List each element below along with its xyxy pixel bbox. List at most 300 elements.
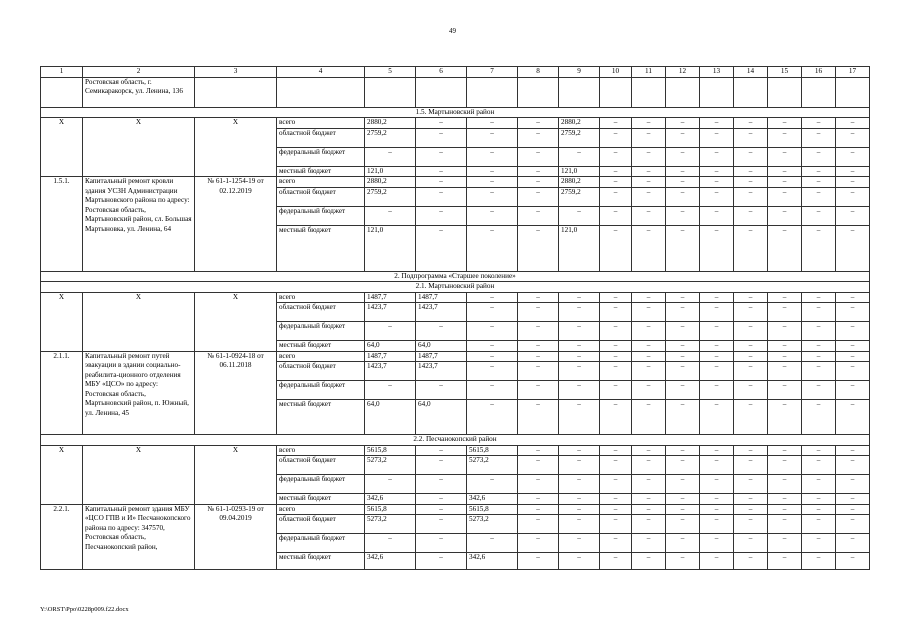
carryover-c17 [836, 77, 870, 107]
value-cell: 2880,2 [365, 177, 416, 188]
value-cell: – [632, 515, 666, 534]
value-cell: – [632, 166, 666, 177]
value-cell: – [518, 166, 559, 177]
value-cell: – [734, 225, 768, 271]
value-cell: – [802, 475, 836, 494]
carryover-c5 [365, 77, 416, 107]
column-header: 6 [416, 67, 467, 78]
value-cell: – [768, 515, 802, 534]
value-cell: – [416, 166, 467, 177]
value-cell: – [600, 445, 632, 456]
funding-source: областной бюджет [277, 515, 365, 534]
value-cell: – [416, 381, 467, 400]
value-cell: – [768, 303, 802, 322]
value-cell: – [700, 177, 734, 188]
value-cell: – [365, 381, 416, 400]
value-cell: 5615,8 [467, 445, 518, 456]
footer-file-path: Y:\ORST\Ppo\0228p009.f22.docx [40, 606, 129, 613]
value-cell: – [416, 515, 467, 534]
value-cell: 342,6 [467, 494, 518, 505]
value-cell: – [768, 166, 802, 177]
section-heading: 1.5. Мартыновский район [41, 107, 870, 118]
value-cell: – [836, 147, 870, 166]
value-cell: – [836, 303, 870, 322]
value-cell: – [632, 177, 666, 188]
funding-source: местный бюджет [277, 494, 365, 505]
value-cell: – [600, 206, 632, 225]
value-cell: – [559, 456, 600, 475]
value-cell: 2880,2 [559, 177, 600, 188]
value-cell: – [416, 322, 467, 341]
value-cell: – [365, 475, 416, 494]
value-cell: – [734, 322, 768, 341]
funding-source: всего [277, 351, 365, 362]
value-cell: – [836, 381, 870, 400]
funding-source: федеральный бюджет [277, 322, 365, 341]
item-document: № 61-1-0924-18 от 06.11.2018 [195, 351, 277, 435]
value-cell: – [600, 292, 632, 303]
value-cell: – [734, 445, 768, 456]
value-cell: – [518, 494, 559, 505]
funding-source: всего [277, 504, 365, 515]
value-cell: – [467, 322, 518, 341]
value-cell: – [666, 128, 700, 147]
value-cell: 1487,7 [416, 292, 467, 303]
value-cell: – [600, 456, 632, 475]
section-heading-row [41, 107, 870, 118]
value-cell: – [559, 303, 600, 322]
value-cell: – [416, 225, 467, 271]
value-cell: 5273,2 [365, 515, 416, 534]
value-cell: – [416, 206, 467, 225]
column-header: 5 [365, 67, 416, 78]
value-cell: 342,6 [365, 494, 416, 505]
carryover-c13 [700, 77, 734, 107]
value-cell: – [632, 225, 666, 271]
item-number: 1.5.1. [41, 177, 83, 272]
value-cell: – [600, 534, 632, 553]
value-cell: – [467, 534, 518, 553]
value-cell: – [518, 322, 559, 341]
value-cell: – [836, 341, 870, 352]
carryover-c10 [600, 77, 632, 107]
funding-source: всего [277, 292, 365, 303]
value-cell: – [734, 494, 768, 505]
value-cell: – [518, 381, 559, 400]
item-number: 2.1.1. [41, 351, 83, 435]
value-cell: – [666, 504, 700, 515]
value-cell: – [802, 445, 836, 456]
value-cell: 5615,8 [365, 504, 416, 515]
value-cell: 2880,2 [365, 118, 416, 129]
value-cell: – [416, 475, 467, 494]
value-cell: – [768, 187, 802, 206]
page-number: 49 [449, 27, 456, 35]
value-cell: – [836, 362, 870, 381]
value-cell: – [666, 553, 700, 570]
value-cell: – [632, 206, 666, 225]
value-cell: 2880,2 [559, 118, 600, 129]
carryover-c14 [734, 77, 768, 107]
value-cell: – [467, 303, 518, 322]
value-cell: – [700, 206, 734, 225]
value-cell: – [666, 303, 700, 322]
column-header: 4 [277, 67, 365, 78]
value-cell: – [559, 534, 600, 553]
column-header: 10 [600, 67, 632, 78]
value-cell: – [559, 515, 600, 534]
value-cell: – [467, 381, 518, 400]
value-cell: 2759,2 [559, 187, 600, 206]
value-cell: – [467, 292, 518, 303]
value-cell: – [600, 118, 632, 129]
value-cell: – [559, 147, 600, 166]
value-cell: – [416, 187, 467, 206]
value-cell: – [666, 147, 700, 166]
value-cell: 1423,7 [365, 303, 416, 322]
value-cell: – [416, 456, 467, 475]
carryover-c1 [41, 77, 83, 107]
value-cell: – [768, 206, 802, 225]
value-cell: – [734, 303, 768, 322]
value-cell: – [632, 303, 666, 322]
value-cell: – [467, 147, 518, 166]
value-cell: 2759,2 [559, 128, 600, 147]
item-number: Х [41, 118, 83, 177]
value-cell: – [416, 534, 467, 553]
value-cell: – [518, 147, 559, 166]
funding-source: федеральный бюджет [277, 534, 365, 553]
value-cell: – [666, 534, 700, 553]
value-cell: – [467, 206, 518, 225]
column-header-row [41, 67, 870, 78]
column-header: 1 [41, 67, 83, 78]
value-cell: – [600, 400, 632, 435]
item-document: Х [195, 118, 277, 177]
value-cell: – [836, 534, 870, 553]
value-cell: – [632, 381, 666, 400]
column-header: 12 [666, 67, 700, 78]
value-cell: – [559, 553, 600, 570]
value-cell: – [632, 187, 666, 206]
value-cell: – [836, 322, 870, 341]
value-cell: – [836, 494, 870, 505]
value-cell: – [632, 322, 666, 341]
value-cell: – [518, 225, 559, 271]
value-cell: 1423,7 [416, 362, 467, 381]
value-cell: – [768, 534, 802, 553]
column-header: 11 [632, 67, 666, 78]
value-cell: 1487,7 [365, 292, 416, 303]
value-cell: – [734, 187, 768, 206]
value-cell: – [836, 553, 870, 570]
value-cell: – [559, 322, 600, 341]
value-cell: – [768, 118, 802, 129]
value-cell: – [734, 206, 768, 225]
section-heading: 2.1. Мартыновский район [41, 282, 870, 293]
value-cell: – [416, 553, 467, 570]
value-cell: – [632, 504, 666, 515]
value-cell: 342,6 [365, 553, 416, 570]
value-cell: – [467, 187, 518, 206]
value-cell: 2759,2 [365, 128, 416, 147]
carryover-c4 [277, 77, 365, 107]
value-cell: 64,0 [365, 400, 416, 435]
value-cell: – [700, 504, 734, 515]
column-header: 7 [467, 67, 518, 78]
table-row [41, 118, 870, 129]
value-cell: – [632, 118, 666, 129]
value-cell: 64,0 [365, 341, 416, 352]
value-cell: 1423,7 [416, 303, 467, 322]
value-cell: – [836, 475, 870, 494]
value-cell: 121,0 [365, 225, 416, 271]
value-cell: – [467, 351, 518, 362]
value-cell: – [600, 351, 632, 362]
item-description: Х [83, 118, 195, 177]
value-cell: – [734, 456, 768, 475]
value-cell: – [768, 351, 802, 362]
value-cell: – [700, 445, 734, 456]
value-cell: – [666, 292, 700, 303]
value-cell: – [467, 341, 518, 352]
value-cell: – [600, 322, 632, 341]
value-cell: – [467, 475, 518, 494]
value-cell: 121,0 [559, 225, 600, 271]
value-cell: – [467, 177, 518, 188]
value-cell: – [666, 362, 700, 381]
column-header: 17 [836, 67, 870, 78]
value-cell: – [467, 166, 518, 177]
carryover-c16 [802, 77, 836, 107]
column-header: 9 [559, 67, 600, 78]
carryover-c12 [666, 77, 700, 107]
value-cell: – [768, 225, 802, 271]
value-cell: – [518, 475, 559, 494]
value-cell: – [416, 445, 467, 456]
table-row [41, 292, 870, 303]
column-header: 13 [700, 67, 734, 78]
value-cell: – [600, 362, 632, 381]
value-cell: – [768, 362, 802, 381]
value-cell: – [559, 494, 600, 505]
value-cell: – [700, 303, 734, 322]
value-cell: – [559, 292, 600, 303]
value-cell: – [734, 177, 768, 188]
value-cell: – [734, 118, 768, 129]
item-description: Капитальный ремонт кровли здания УСЗН Администрации Мартыновского района по адресу: Ростовская область, Мартыновский район, сл. Большая Мартыновка, ул. Ленина, 64 [83, 177, 195, 272]
value-cell: – [518, 362, 559, 381]
value-cell: – [416, 147, 467, 166]
column-header: 15 [768, 67, 802, 78]
value-cell: – [802, 177, 836, 188]
item-description: Х [83, 292, 195, 351]
value-cell: – [700, 553, 734, 570]
value-cell: – [365, 206, 416, 225]
value-cell: – [734, 400, 768, 435]
value-cell: – [600, 381, 632, 400]
value-cell: – [836, 187, 870, 206]
value-cell: 64,0 [416, 341, 467, 352]
carryover-c3 [195, 77, 277, 107]
item-number: Х [41, 445, 83, 504]
funding-source: областной бюджет [277, 128, 365, 147]
value-cell: – [700, 456, 734, 475]
value-cell: – [734, 351, 768, 362]
funding-source: федеральный бюджет [277, 206, 365, 225]
value-cell: – [632, 534, 666, 553]
value-cell: – [518, 445, 559, 456]
value-cell: 5273,2 [467, 456, 518, 475]
value-cell: – [836, 456, 870, 475]
funding-source: местный бюджет [277, 553, 365, 570]
funding-source: местный бюджет [277, 225, 365, 271]
value-cell: – [802, 206, 836, 225]
value-cell: – [416, 118, 467, 129]
value-cell: – [768, 381, 802, 400]
value-cell: – [632, 362, 666, 381]
funding-source: областной бюджет [277, 187, 365, 206]
value-cell: – [836, 177, 870, 188]
funding-source: областной бюджет [277, 456, 365, 475]
value-cell: – [600, 187, 632, 206]
value-cell: – [700, 225, 734, 271]
funding-source: всего [277, 177, 365, 188]
table-row [41, 445, 870, 456]
section-heading-row [41, 271, 870, 282]
column-header: 14 [734, 67, 768, 78]
value-cell: – [768, 128, 802, 147]
value-cell: – [734, 381, 768, 400]
value-cell: – [559, 400, 600, 435]
value-cell: – [802, 515, 836, 534]
value-cell: – [836, 504, 870, 515]
value-cell: – [802, 553, 836, 570]
value-cell: – [700, 475, 734, 494]
table-row [41, 504, 870, 515]
section-heading: 2. Подпрограмма «Старшее поколение» [41, 271, 870, 282]
item-description: Капитальный ремонт здания МБУ «ЦСО ГПВ и И» Песчанокопского района по адресу: 347570, Ростовская область, Песчанокопский район, [83, 504, 195, 570]
value-cell: – [700, 362, 734, 381]
funding-source: местный бюджет [277, 400, 365, 435]
value-cell: – [768, 177, 802, 188]
value-cell: – [600, 515, 632, 534]
value-cell: – [836, 128, 870, 147]
value-cell: – [836, 166, 870, 177]
value-cell: – [365, 322, 416, 341]
carryover-address: Ростовская область, г. Семикаракорск, ул. Ленина, 136 [83, 77, 195, 107]
value-cell: – [518, 341, 559, 352]
value-cell: – [802, 341, 836, 352]
value-cell: – [802, 147, 836, 166]
section-heading: 2.2. Песчанокопский район [41, 435, 870, 446]
value-cell: – [518, 187, 559, 206]
value-cell: – [600, 475, 632, 494]
column-header: 2 [83, 67, 195, 78]
value-cell: – [518, 351, 559, 362]
value-cell: – [518, 292, 559, 303]
value-cell: – [632, 147, 666, 166]
column-header: 16 [802, 67, 836, 78]
column-header: 8 [518, 67, 559, 78]
value-cell: – [700, 128, 734, 147]
value-cell: – [768, 456, 802, 475]
value-cell: – [666, 494, 700, 505]
value-cell: – [836, 351, 870, 362]
value-cell: – [802, 494, 836, 505]
value-cell: – [467, 400, 518, 435]
value-cell: – [365, 147, 416, 166]
value-cell: – [802, 400, 836, 435]
value-cell: – [768, 341, 802, 352]
value-cell: – [600, 494, 632, 505]
value-cell: – [666, 177, 700, 188]
value-cell: – [802, 118, 836, 129]
value-cell: – [802, 362, 836, 381]
value-cell: – [600, 177, 632, 188]
value-cell: – [836, 225, 870, 271]
value-cell: – [836, 400, 870, 435]
value-cell: 64,0 [416, 400, 467, 435]
value-cell: – [416, 128, 467, 147]
value-cell: – [632, 292, 666, 303]
item-document: № 61-1-0293-19 от 09.04.2019 [195, 504, 277, 570]
carryover-c11 [632, 77, 666, 107]
value-cell: – [802, 534, 836, 553]
value-cell: – [700, 381, 734, 400]
value-cell: – [836, 445, 870, 456]
carryover-c9 [559, 77, 600, 107]
value-cell: – [666, 187, 700, 206]
value-cell: – [559, 362, 600, 381]
value-cell: – [734, 292, 768, 303]
item-number: 2.2.1. [41, 504, 83, 570]
value-cell: – [632, 475, 666, 494]
value-cell: – [734, 504, 768, 515]
funding-source: всего [277, 118, 365, 129]
value-cell: – [518, 303, 559, 322]
value-cell: – [600, 225, 632, 271]
value-cell: – [700, 515, 734, 534]
value-cell: – [700, 292, 734, 303]
value-cell: – [802, 166, 836, 177]
value-cell: – [600, 147, 632, 166]
value-cell: – [632, 341, 666, 352]
value-cell: – [518, 553, 559, 570]
value-cell: – [768, 147, 802, 166]
value-cell: – [734, 553, 768, 570]
value-cell: – [666, 322, 700, 341]
value-cell: – [666, 166, 700, 177]
value-cell: – [559, 341, 600, 352]
funding-source: федеральный бюджет [277, 381, 365, 400]
value-cell: – [700, 187, 734, 206]
funding-source: местный бюджет [277, 341, 365, 352]
value-cell: – [518, 206, 559, 225]
value-cell: – [836, 292, 870, 303]
value-cell: – [734, 341, 768, 352]
column-header: 3 [195, 67, 277, 78]
value-cell: – [467, 118, 518, 129]
value-cell: – [802, 322, 836, 341]
value-cell: – [666, 400, 700, 435]
value-cell: – [734, 166, 768, 177]
value-cell: – [518, 515, 559, 534]
value-cell: – [600, 341, 632, 352]
value-cell: – [600, 504, 632, 515]
value-cell: – [467, 225, 518, 271]
value-cell: – [768, 322, 802, 341]
